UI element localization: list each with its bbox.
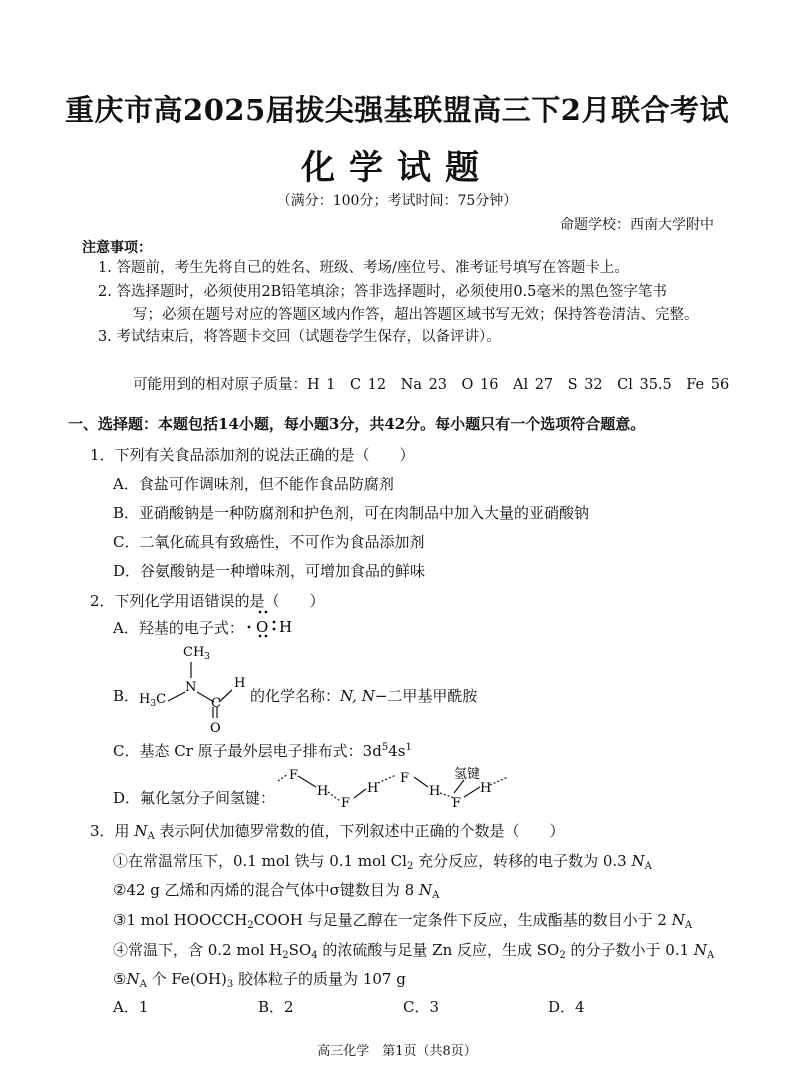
question-2-stem: 2．下列化学用语错误的是（ ） [90, 592, 325, 610]
hf-h3: H [429, 784, 441, 799]
q3-s5-c: 胶体粒子的质量为 107 g [233, 970, 406, 988]
notice-item-2: 2. 答选择题时，必须使用2B铅笔填涂；答非选择题时，必须使用0.5毫米的黑色签字笔书 [98, 284, 667, 300]
q3-s3-b: COOH 与足量乙醇在一定条件下反应，生成酯基的数目小于 2 [253, 911, 672, 929]
q3-stem-suffix: 表示阿伏加德罗常数的值，下列叙述中正确的个数是（ ） [154, 822, 565, 840]
q3-s3-sub: 2 [247, 920, 254, 931]
school-credit: 命题学校：西南大学附中 [560, 217, 714, 233]
cr-config-mid: 4s [388, 742, 406, 760]
dmf-structure-diagram [135, 640, 255, 735]
cr-config-sup1: 5 [381, 742, 389, 753]
hf-f4: F [452, 796, 462, 810]
q2-option-a [113, 617, 244, 638]
dmf-h: H [234, 676, 246, 691]
q3-s3-na-sub: A [684, 920, 693, 931]
q3-s1-na: N [631, 852, 645, 870]
q3-s5-na: N [126, 970, 140, 988]
q1-option-a: A．食盐可作调味剂，但不能作食品防腐剂 [113, 475, 394, 493]
q3-choice-d: D．4 [548, 998, 585, 1016]
question-3-stem [90, 820, 564, 842]
avogadro-sub: A [147, 831, 155, 842]
q3-s5-na-sub: A [139, 979, 147, 990]
q3-s4-sub1: 2 [282, 950, 289, 961]
q3-s2-a: ②42 g 乙烯和丙烯的混合气体中σ键数目为 8 [113, 881, 419, 899]
subject-title: 化学试题 [301, 148, 493, 188]
q3-s1-b: 充分反应，转移的电子数为 0.3 [413, 852, 632, 870]
dmf-name-prefix: 的化学名称： [250, 687, 341, 705]
q3-choice-c: C．3 [403, 998, 440, 1016]
notice-item-1: 1. 答题前，考生先将自己的姓名、班级、考场/座位号、准考证号填写在答题卡上。 [98, 260, 629, 276]
dmf-ch3-top: $CH_3$ [183, 645, 211, 662]
q3-s3-a: ③1 mol HOOCCH [113, 911, 248, 929]
q3-s4-sub2: 4 [311, 950, 318, 961]
q2-option-c [113, 740, 412, 761]
q3-statement-1 [113, 850, 652, 872]
q1-option-b: B．亚硝酸钠是一种防腐剂和护色剂，可在肉制品中加入大量的亚硝酸钠 [113, 504, 590, 522]
q3-choice-a: A．1 [113, 998, 149, 1016]
q3-s4-d: 的分子数小于 0.1 [565, 941, 694, 959]
avogadro-symbol: N [134, 822, 148, 840]
q3-s2-na: N [419, 881, 433, 899]
hf-f1: F [289, 768, 299, 783]
q2-option-b-name [250, 685, 477, 706]
dmf-name-suffix: −二甲基甲酰胺 [374, 687, 478, 705]
dmf-h3c: $H_3C$ [139, 692, 167, 709]
hf-f3: F [400, 771, 410, 786]
q3-s1-na-sub: A [644, 861, 652, 872]
dmf-c: C [211, 696, 221, 711]
q3-s4-a: ④常温下，含 0.2 mol H [113, 941, 283, 959]
q2-option-d-label: D．氟化氢分子间氢键： [113, 789, 276, 807]
q1-option-d: D．谷氨酸钠是一种增味剂，可增加食品的鲜味 [113, 562, 426, 580]
q2-option-b-label: B． [113, 687, 140, 705]
q3-s3-na: N [671, 911, 685, 929]
hf-h2: H [367, 781, 379, 796]
q3-statement-4 [113, 939, 714, 961]
notice-item-2-cont: 写；必须在题号对应的答题区域内作答，超出答题区域书写无效；保持答卷清洁、完整。 [133, 307, 699, 323]
notice-heading: 注意事项： [82, 240, 152, 256]
hf-hydrogen-bond-diagram [268, 765, 528, 810]
notice-item-3: 3. 考试结束后，将答题卡交回（试题卷学生保存，以备评讲）。 [98, 329, 501, 345]
dmf-n: N [185, 680, 197, 695]
exam-info: （满分：100分；考试时间：75分钟） [276, 193, 518, 209]
q3-statement-5 [113, 968, 406, 990]
question-1-stem: 1．下列有关食品添加剂的说法正确的是（ ） [90, 446, 415, 464]
dmf-name-italic: N, N [340, 687, 375, 705]
exam-title: 重庆市高2025届拔尖强基联盟高三下2月联合考试 [65, 93, 729, 127]
q3-s4-na: N [693, 941, 708, 959]
q2-option-a-label: A．羟基的电子式： [113, 619, 244, 637]
hf-bond-label: 氢键 [454, 767, 481, 782]
dmf-o: O [210, 721, 221, 735]
q3-statement-2 [113, 879, 439, 901]
q3-s4-c: 的浓硫酸与足量 Zn 反应，生成 SO [317, 941, 560, 959]
hf-f2: F [341, 796, 351, 810]
q3-s5-sub: 3 [226, 979, 234, 990]
q3-s2-na-sub: A [432, 890, 440, 901]
hf-h4: H [480, 781, 492, 796]
q3-s5-a: ⑤ [113, 970, 127, 988]
q3-s4-sub3: 2 [559, 950, 566, 961]
hf-h1: H [317, 784, 329, 799]
atomic-masses: 可能用到的相对原子质量：H 1 C 12 Na 23 O 16 Al 27 S 32 Cl 35.5 Fe 56 [133, 377, 730, 393]
q3-s5-b: 个 Fe(OH) [146, 970, 227, 988]
hydroxyl-electron-formula [243, 608, 293, 640]
electron-formula-h: H [279, 618, 293, 636]
q3-s4-b: SO [288, 941, 312, 959]
q3-s4-na-sub: A [707, 950, 715, 961]
electron-formula-o: O [256, 618, 269, 636]
cr-config-prefix: C．基态 Cr 原子最外层电子排布式：3d [113, 742, 382, 760]
q3-statement-3 [113, 909, 692, 931]
q3-stem-prefix: 3．用 [90, 822, 135, 840]
q3-choice-b: B．2 [258, 998, 294, 1016]
q3-s1-a: ①在常温常压下，0.1 mol 铁与 0.1 mol Cl [113, 852, 407, 870]
page-footer: 高三化学 第1页（共8页） [317, 1044, 477, 1059]
q1-option-c: C．二氧化硫具有致癌性，不可作为食品添加剂 [113, 533, 425, 551]
q3-s1-sub: 2 [406, 861, 414, 872]
cr-config-sup2: 1 [405, 742, 412, 753]
section-heading: 一、选择题：本题包括14小题，每小题3分，共42分。每小题只有一个选项符合题意。 [68, 415, 646, 433]
